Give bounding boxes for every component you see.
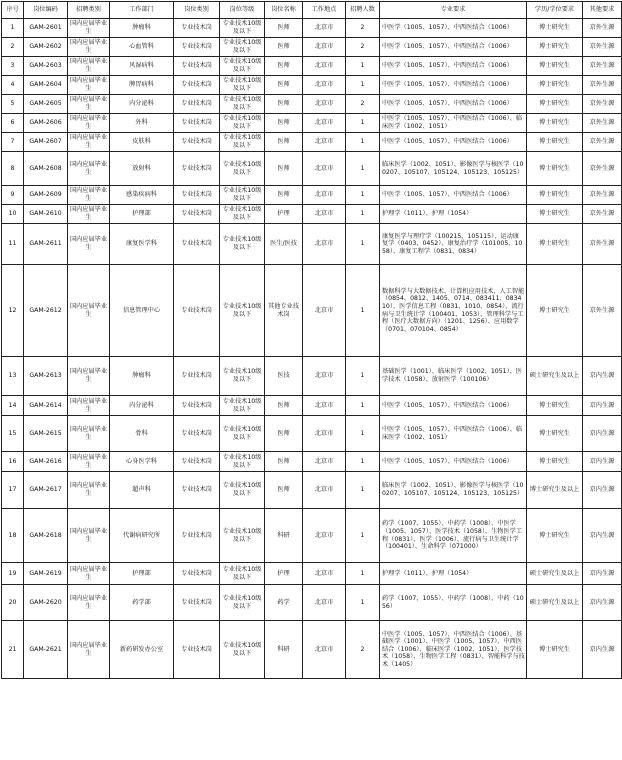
recruit-category-cell: 国内应届毕业生 — [68, 472, 110, 509]
education-requirement-cell: 硕士研究生及以上 — [527, 563, 583, 585]
recruit-category-cell: 国内应届毕业生 — [68, 357, 110, 396]
education-requirement-cell: 博士研究生 — [527, 416, 583, 452]
position-type-cell: 专业技术岗 — [174, 19, 220, 38]
table-row — [2, 114, 622, 133]
table-body — [2, 19, 622, 679]
major-requirement-cell: 中医学（1005、1057）、中西医结合（1006）、临床医学（1002、1051） — [380, 114, 527, 133]
position-title-cell: 其他专业技术岗 — [265, 265, 303, 357]
department-cell: 心血管科 — [110, 38, 174, 57]
work-location-cell: 北京市 — [303, 416, 346, 452]
recruit-category-cell: 国内应届毕业生 — [68, 224, 110, 265]
headcount-cell: 1 — [346, 563, 380, 585]
row-number-cell: 3 — [2, 57, 24, 76]
department-cell: 药学部 — [110, 585, 174, 621]
position-code-cell: GAM-2604 — [24, 76, 68, 95]
recruit-category-cell: 国内应届毕业生 — [68, 76, 110, 95]
headcount-cell: 1 — [346, 472, 380, 509]
major-requirement-cell: 临床医学（1002、1051）、影像医学与核医学（100207、105107、105124、105123、105125） — [380, 472, 527, 509]
recruit-category-cell: 国内应届毕业生 — [68, 186, 110, 205]
recruit-category-cell: 国内应届毕业生 — [68, 19, 110, 38]
other-requirement-cell: 京外生源 — [583, 224, 622, 265]
position-title-cell: 药学 — [265, 585, 303, 621]
position-code-cell: GAM-2611 — [24, 224, 68, 265]
position-level-cell: 专业技术10级及以下 — [220, 133, 265, 152]
department-cell: 骨科 — [110, 416, 174, 452]
position-level-cell: 专业技术10级及以下 — [220, 563, 265, 585]
table-row — [2, 265, 622, 357]
position-code-cell: GAM-2616 — [24, 452, 68, 472]
recruit-category-cell: 国内应届毕业生 — [68, 563, 110, 585]
education-requirement-cell: 博士研究生 — [527, 133, 583, 152]
major-requirement-cell: 中医学（1005、1057）、中西医结合（1006）、基础医学（1001）、中医学（1005、1057）、中西医结合（1006）、临床医学（1002、1051）、医学技术（1058）、生物医学工程（0831）、智能科学与技术（1405） — [380, 621, 527, 679]
row-number-cell: 10 — [2, 205, 24, 224]
row-number-cell: 15 — [2, 416, 24, 452]
position-title-cell: 医师 — [265, 452, 303, 472]
header-cell: 工作地点 — [303, 2, 346, 19]
work-location-cell: 北京市 — [303, 19, 346, 38]
table-row — [2, 95, 622, 114]
other-requirement-cell: 京外生源 — [583, 95, 622, 114]
header-cell: 岗位名称 — [265, 2, 303, 19]
position-type-cell: 专业技术岗 — [174, 585, 220, 621]
work-location-cell: 北京市 — [303, 509, 346, 563]
table-row — [2, 205, 622, 224]
other-requirement-cell: 京外生源 — [583, 19, 622, 38]
major-requirement-cell: 中医学（1005、1057）、中西医结合（1006） — [380, 38, 527, 57]
work-location-cell: 北京市 — [303, 472, 346, 509]
education-requirement-cell: 硕士研究生及以上 — [527, 357, 583, 396]
position-title-cell: 医师 — [265, 133, 303, 152]
major-requirement-cell: 中医学（1005、1057）、中西医结合（1006） — [380, 57, 527, 76]
position-level-cell: 专业技术10级及以下 — [220, 357, 265, 396]
department-cell: 放射科 — [110, 152, 174, 186]
recruit-category-cell: 国内应届毕业生 — [68, 396, 110, 416]
department-cell: 护理部 — [110, 205, 174, 224]
row-number-cell: 2 — [2, 38, 24, 57]
job-table-sheet — [1, 1, 622, 679]
education-requirement-cell: 博士研究生 — [527, 95, 583, 114]
position-type-cell: 专业技术岗 — [174, 563, 220, 585]
headcount-cell: 1 — [346, 509, 380, 563]
table-row — [2, 152, 622, 186]
work-location-cell: 北京市 — [303, 621, 346, 679]
headcount-cell: 1 — [346, 186, 380, 205]
header-cell: 岗位等级 — [220, 2, 265, 19]
recruit-category-cell: 国内应届毕业生 — [68, 621, 110, 679]
work-location-cell: 北京市 — [303, 205, 346, 224]
position-type-cell: 专业技术岗 — [174, 186, 220, 205]
headcount-cell: 1 — [346, 452, 380, 472]
department-cell: 感染疾病科 — [110, 186, 174, 205]
work-location-cell: 北京市 — [303, 57, 346, 76]
recruit-category-cell: 国内应届毕业生 — [68, 152, 110, 186]
position-level-cell: 专业技术10级及以下 — [220, 95, 265, 114]
row-number-cell: 11 — [2, 224, 24, 265]
position-title-cell: 护理 — [265, 205, 303, 224]
position-type-cell: 专业技术岗 — [174, 114, 220, 133]
other-requirement-cell: 京内生源 — [583, 357, 622, 396]
department-cell: 超声科 — [110, 472, 174, 509]
education-requirement-cell: 博士研究生及以上 — [527, 472, 583, 509]
department-cell: 皮肤科 — [110, 133, 174, 152]
education-requirement-cell: 博士研究生 — [527, 224, 583, 265]
row-number-cell: 20 — [2, 585, 24, 621]
department-cell: 肿瘤科 — [110, 357, 174, 396]
other-requirement-cell: 京内生源 — [583, 416, 622, 452]
position-code-cell: GAM-2614 — [24, 396, 68, 416]
row-number-cell: 21 — [2, 621, 24, 679]
work-location-cell: 北京市 — [303, 265, 346, 357]
headcount-cell: 1 — [346, 357, 380, 396]
work-location-cell: 北京市 — [303, 133, 346, 152]
position-level-cell: 专业技术10级及以下 — [220, 19, 265, 38]
position-code-cell: GAM-2618 — [24, 509, 68, 563]
position-type-cell: 专业技术岗 — [174, 265, 220, 357]
row-number-cell: 14 — [2, 396, 24, 416]
position-code-cell: GAM-2602 — [24, 38, 68, 57]
position-title-cell: 科研 — [265, 509, 303, 563]
recruit-category-cell: 国内应届毕业生 — [68, 114, 110, 133]
table-row — [2, 57, 622, 76]
position-title-cell: 科研 — [265, 621, 303, 679]
recruit-category-cell: 国内应届毕业生 — [68, 265, 110, 357]
header-cell: 专业要求 — [380, 2, 527, 19]
position-title-cell: 医师 — [265, 152, 303, 186]
position-code-cell: GAM-2620 — [24, 585, 68, 621]
education-requirement-cell: 博士研究生 — [527, 19, 583, 38]
header-cell: 学历/学位要求 — [527, 2, 583, 19]
work-location-cell: 北京市 — [303, 224, 346, 265]
work-location-cell: 北京市 — [303, 186, 346, 205]
other-requirement-cell: 京内生源 — [583, 621, 622, 679]
table-row — [2, 416, 622, 452]
row-number-cell: 6 — [2, 114, 24, 133]
work-location-cell: 北京市 — [303, 152, 346, 186]
major-requirement-cell: 护理学（1011）、护理（1054） — [380, 205, 527, 224]
education-requirement-cell: 博士研究生 — [527, 452, 583, 472]
position-type-cell: 专业技术岗 — [174, 152, 220, 186]
department-cell: 内分泌科 — [110, 95, 174, 114]
education-requirement-cell: 硕士研究生及以上 — [527, 585, 583, 621]
table-row — [2, 509, 622, 563]
headcount-cell: 1 — [346, 265, 380, 357]
position-type-cell: 专业技术岗 — [174, 224, 220, 265]
position-code-cell: GAM-2617 — [24, 472, 68, 509]
position-code-cell: GAM-2612 — [24, 265, 68, 357]
other-requirement-cell: 京内生源 — [583, 452, 622, 472]
recruit-category-cell: 国内应届毕业生 — [68, 57, 110, 76]
position-code-cell: GAM-2610 — [24, 205, 68, 224]
position-title-cell: 医生/医技 — [265, 224, 303, 265]
education-requirement-cell: 博士研究生 — [527, 57, 583, 76]
header-row — [2, 2, 622, 19]
recruit-category-cell: 国内应届毕业生 — [68, 416, 110, 452]
table-row — [2, 19, 622, 38]
position-type-cell: 专业技术岗 — [174, 472, 220, 509]
education-requirement-cell: 博士研究生 — [527, 265, 583, 357]
education-requirement-cell: 博士研究生 — [527, 76, 583, 95]
headcount-cell: 1 — [346, 224, 380, 265]
recruit-category-cell: 国内应届毕业生 — [68, 133, 110, 152]
position-title-cell: 医师 — [265, 19, 303, 38]
headcount-cell: 2 — [346, 621, 380, 679]
position-code-cell: GAM-2607 — [24, 133, 68, 152]
department-cell: 脾胃病科 — [110, 76, 174, 95]
row-number-cell: 9 — [2, 186, 24, 205]
recruit-category-cell: 国内应届毕业生 — [68, 509, 110, 563]
other-requirement-cell: 京外生源 — [583, 152, 622, 186]
work-location-cell: 北京市 — [303, 396, 346, 416]
education-requirement-cell: 博士研究生 — [527, 509, 583, 563]
position-code-cell: GAM-2613 — [24, 357, 68, 396]
row-number-cell: 5 — [2, 95, 24, 114]
row-number-cell: 13 — [2, 357, 24, 396]
position-type-cell: 专业技术岗 — [174, 621, 220, 679]
row-number-cell: 7 — [2, 133, 24, 152]
headcount-cell: 1 — [346, 57, 380, 76]
table-row — [2, 186, 622, 205]
department-cell: 新药研发办公室 — [110, 621, 174, 679]
position-title-cell: 医师 — [265, 396, 303, 416]
headcount-cell: 1 — [346, 205, 380, 224]
work-location-cell: 北京市 — [303, 76, 346, 95]
row-number-cell: 16 — [2, 452, 24, 472]
header-cell: 招聘人数 — [346, 2, 380, 19]
position-level-cell: 专业技术10级及以下 — [220, 38, 265, 57]
education-requirement-cell: 博士研究生 — [527, 114, 583, 133]
position-type-cell: 专业技术岗 — [174, 357, 220, 396]
other-requirement-cell: 京外生源 — [583, 76, 622, 95]
education-requirement-cell: 博士研究生 — [527, 186, 583, 205]
position-type-cell: 专业技术岗 — [174, 509, 220, 563]
position-title-cell: 医师 — [265, 186, 303, 205]
position-type-cell: 专业技术岗 — [174, 95, 220, 114]
row-number-cell: 8 — [2, 152, 24, 186]
job-table — [1, 1, 622, 679]
major-requirement-cell: 中医学（1005、1057）、中西医结合（1006） — [380, 95, 527, 114]
major-requirement-cell: 药学（1007、1055）、中药学（1008）、中药（1056） — [380, 585, 527, 621]
education-requirement-cell: 博士研究生 — [527, 621, 583, 679]
other-requirement-cell: 京外生源 — [583, 57, 622, 76]
position-code-cell: GAM-2609 — [24, 186, 68, 205]
department-cell: 心身医学科 — [110, 452, 174, 472]
headcount-cell: 1 — [346, 396, 380, 416]
headcount-cell: 1 — [346, 114, 380, 133]
position-level-cell: 专业技术10级及以下 — [220, 224, 265, 265]
position-level-cell: 专业技术10级及以下 — [220, 114, 265, 133]
headcount-cell: 1 — [346, 416, 380, 452]
position-level-cell: 专业技术10级及以下 — [220, 76, 265, 95]
major-requirement-cell: 康复医学与理疗学（100215、105115）、运动康复学（0403、0452）、康复治疗学（101005、1058）、康复工程学（0831、0834） — [380, 224, 527, 265]
major-requirement-cell: 中医学（1005、1057）、中西医结合（1006） — [380, 396, 527, 416]
position-code-cell: GAM-2606 — [24, 114, 68, 133]
table-row — [2, 396, 622, 416]
major-requirement-cell: 中医学（1005、1057）、中西医结合（1006）、临床医学（1002、1051） — [380, 416, 527, 452]
position-level-cell: 专业技术10级及以下 — [220, 452, 265, 472]
position-level-cell: 专业技术10级及以下 — [220, 585, 265, 621]
position-type-cell: 专业技术岗 — [174, 76, 220, 95]
other-requirement-cell: 京外生源 — [583, 114, 622, 133]
headcount-cell: 2 — [346, 95, 380, 114]
headcount-cell: 2 — [346, 38, 380, 57]
table-row — [2, 76, 622, 95]
work-location-cell: 北京市 — [303, 357, 346, 396]
department-cell: 内分泌科 — [110, 396, 174, 416]
department-cell: 信息管理中心 — [110, 265, 174, 357]
row-number-cell: 18 — [2, 509, 24, 563]
position-level-cell: 专业技术10级及以下 — [220, 621, 265, 679]
other-requirement-cell: 京内生源 — [583, 563, 622, 585]
position-code-cell: GAM-2603 — [24, 57, 68, 76]
header-cell: 工作部门 — [110, 2, 174, 19]
position-code-cell: GAM-2619 — [24, 563, 68, 585]
other-requirement-cell: 京内生源 — [583, 396, 622, 416]
work-location-cell: 北京市 — [303, 563, 346, 585]
row-number-cell: 4 — [2, 76, 24, 95]
table-row — [2, 621, 622, 679]
position-title-cell: 医师 — [265, 95, 303, 114]
major-requirement-cell: 临床医学（1002、1051）、影像医学与核医学（100207、105107、105124、105123、105125） — [380, 152, 527, 186]
position-level-cell: 专业技术10级及以下 — [220, 205, 265, 224]
position-title-cell: 医师 — [265, 114, 303, 133]
position-level-cell: 专业技术10级及以下 — [220, 509, 265, 563]
other-requirement-cell: 京内生源 — [583, 509, 622, 563]
other-requirement-cell: 京外生源 — [583, 186, 622, 205]
other-requirement-cell: 京内生源 — [583, 585, 622, 621]
major-requirement-cell: 基础医学（1001）、临床医学（1002、1051）、医学技术（1058）、放射医学（100106） — [380, 357, 527, 396]
position-title-cell: 医师 — [265, 76, 303, 95]
header-cell: 其他要求 — [583, 2, 622, 19]
position-level-cell: 专业技术10级及以下 — [220, 265, 265, 357]
position-title-cell: 医师 — [265, 472, 303, 509]
table-row — [2, 224, 622, 265]
header-cell: 岗位编码 — [24, 2, 68, 19]
other-requirement-cell: 京外生源 — [583, 133, 622, 152]
position-title-cell: 医师 — [265, 57, 303, 76]
department-cell: 风湿病科 — [110, 57, 174, 76]
position-level-cell: 专业技术10级及以下 — [220, 57, 265, 76]
position-level-cell: 专业技术10级及以下 — [220, 152, 265, 186]
department-cell: 肿瘤科 — [110, 19, 174, 38]
work-location-cell: 北京市 — [303, 38, 346, 57]
position-code-cell: GAM-2601 — [24, 19, 68, 38]
department-cell: 代谢病研究所 — [110, 509, 174, 563]
position-code-cell: GAM-2615 — [24, 416, 68, 452]
table-row — [2, 585, 622, 621]
table-row — [2, 452, 622, 472]
major-requirement-cell: 护理学（1011）、护理（1054） — [380, 563, 527, 585]
education-requirement-cell: 博士研究生 — [527, 38, 583, 57]
position-code-cell: GAM-2621 — [24, 621, 68, 679]
table-row — [2, 38, 622, 57]
other-requirement-cell: 京外生源 — [583, 265, 622, 357]
position-type-cell: 专业技术岗 — [174, 133, 220, 152]
work-location-cell: 北京市 — [303, 452, 346, 472]
table-row — [2, 133, 622, 152]
major-requirement-cell: 中医学（1005、1057）、中西医结合（1006） — [380, 452, 527, 472]
position-title-cell: 医师 — [265, 416, 303, 452]
position-type-cell: 专业技术岗 — [174, 205, 220, 224]
header-cell: 岗位类别 — [174, 2, 220, 19]
major-requirement-cell: 中医学（1005、1057）、中西医结合（1006） — [380, 186, 527, 205]
recruit-category-cell: 国内应届毕业生 — [68, 95, 110, 114]
position-level-cell: 专业技术10级及以下 — [220, 396, 265, 416]
position-level-cell: 专业技术10级及以下 — [220, 416, 265, 452]
education-requirement-cell: 博士研究生 — [527, 205, 583, 224]
position-code-cell: GAM-2608 — [24, 152, 68, 186]
position-type-cell: 专业技术岗 — [174, 416, 220, 452]
recruit-category-cell: 国内应届毕业生 — [68, 205, 110, 224]
position-type-cell: 专业技术岗 — [174, 396, 220, 416]
headcount-cell: 2 — [346, 19, 380, 38]
recruit-category-cell: 国内应届毕业生 — [68, 38, 110, 57]
position-title-cell: 护理 — [265, 563, 303, 585]
row-number-cell: 19 — [2, 563, 24, 585]
position-title-cell: 医师 — [265, 38, 303, 57]
major-requirement-cell: 中医学（1005、1057）、中西医结合（1006） — [380, 76, 527, 95]
row-number-cell: 1 — [2, 19, 24, 38]
position-type-cell: 专业技术岗 — [174, 38, 220, 57]
row-number-cell: 12 — [2, 265, 24, 357]
education-requirement-cell: 博士研究生 — [527, 396, 583, 416]
header-cell: 招聘类别 — [68, 2, 110, 19]
headcount-cell: 1 — [346, 585, 380, 621]
table-row — [2, 563, 622, 585]
education-requirement-cell: 博士研究生 — [527, 152, 583, 186]
other-requirement-cell: 京外生源 — [583, 38, 622, 57]
major-requirement-cell: 数据科学与大数据技术、计算机应用技术、人工智能（0854、0812、1405、0714、083411、083410）、医学信息工程（0831、1010、0854）、流行病与卫生统计学（100401、1053）、管理科学与工程（医疗大数据方向）（1201、1256）、应用数学（0701、070104、0854） — [380, 265, 527, 357]
position-type-cell: 专业技术岗 — [174, 57, 220, 76]
department-cell: 外科 — [110, 114, 174, 133]
headcount-cell: 1 — [346, 152, 380, 186]
table-row — [2, 357, 622, 396]
other-requirement-cell: 京内生源 — [583, 472, 622, 509]
department-cell: 康复医学科 — [110, 224, 174, 265]
other-requirement-cell: 京外生源 — [583, 205, 622, 224]
position-title-cell: 医技 — [265, 357, 303, 396]
recruit-category-cell: 国内应届毕业生 — [68, 452, 110, 472]
position-code-cell: GAM-2605 — [24, 95, 68, 114]
work-location-cell: 北京市 — [303, 585, 346, 621]
position-level-cell: 专业技术10级及以下 — [220, 186, 265, 205]
major-requirement-cell: 中医学（1005、1057）、中西医结合（1006） — [380, 133, 527, 152]
work-location-cell: 北京市 — [303, 95, 346, 114]
table-row — [2, 472, 622, 509]
headcount-cell: 1 — [346, 76, 380, 95]
headcount-cell: 1 — [346, 133, 380, 152]
major-requirement-cell: 中医学（1005、1057）、中西医结合（1006） — [380, 19, 527, 38]
header-cell: 序号 — [2, 2, 24, 19]
recruit-category-cell: 国内应届毕业生 — [68, 585, 110, 621]
department-cell: 护理部 — [110, 563, 174, 585]
major-requirement-cell: 药学（1007、1055）、中药学（1008）、中医学（1005、1057）、医学技术（1058）、生物医学工程（0831）、医学（1006）、流行病与卫生统计学（100401）、生命科学（071000） — [380, 509, 527, 563]
row-number-cell: 17 — [2, 472, 24, 509]
position-type-cell: 专业技术岗 — [174, 452, 220, 472]
work-location-cell: 北京市 — [303, 114, 346, 133]
position-level-cell: 专业技术10级及以下 — [220, 472, 265, 509]
